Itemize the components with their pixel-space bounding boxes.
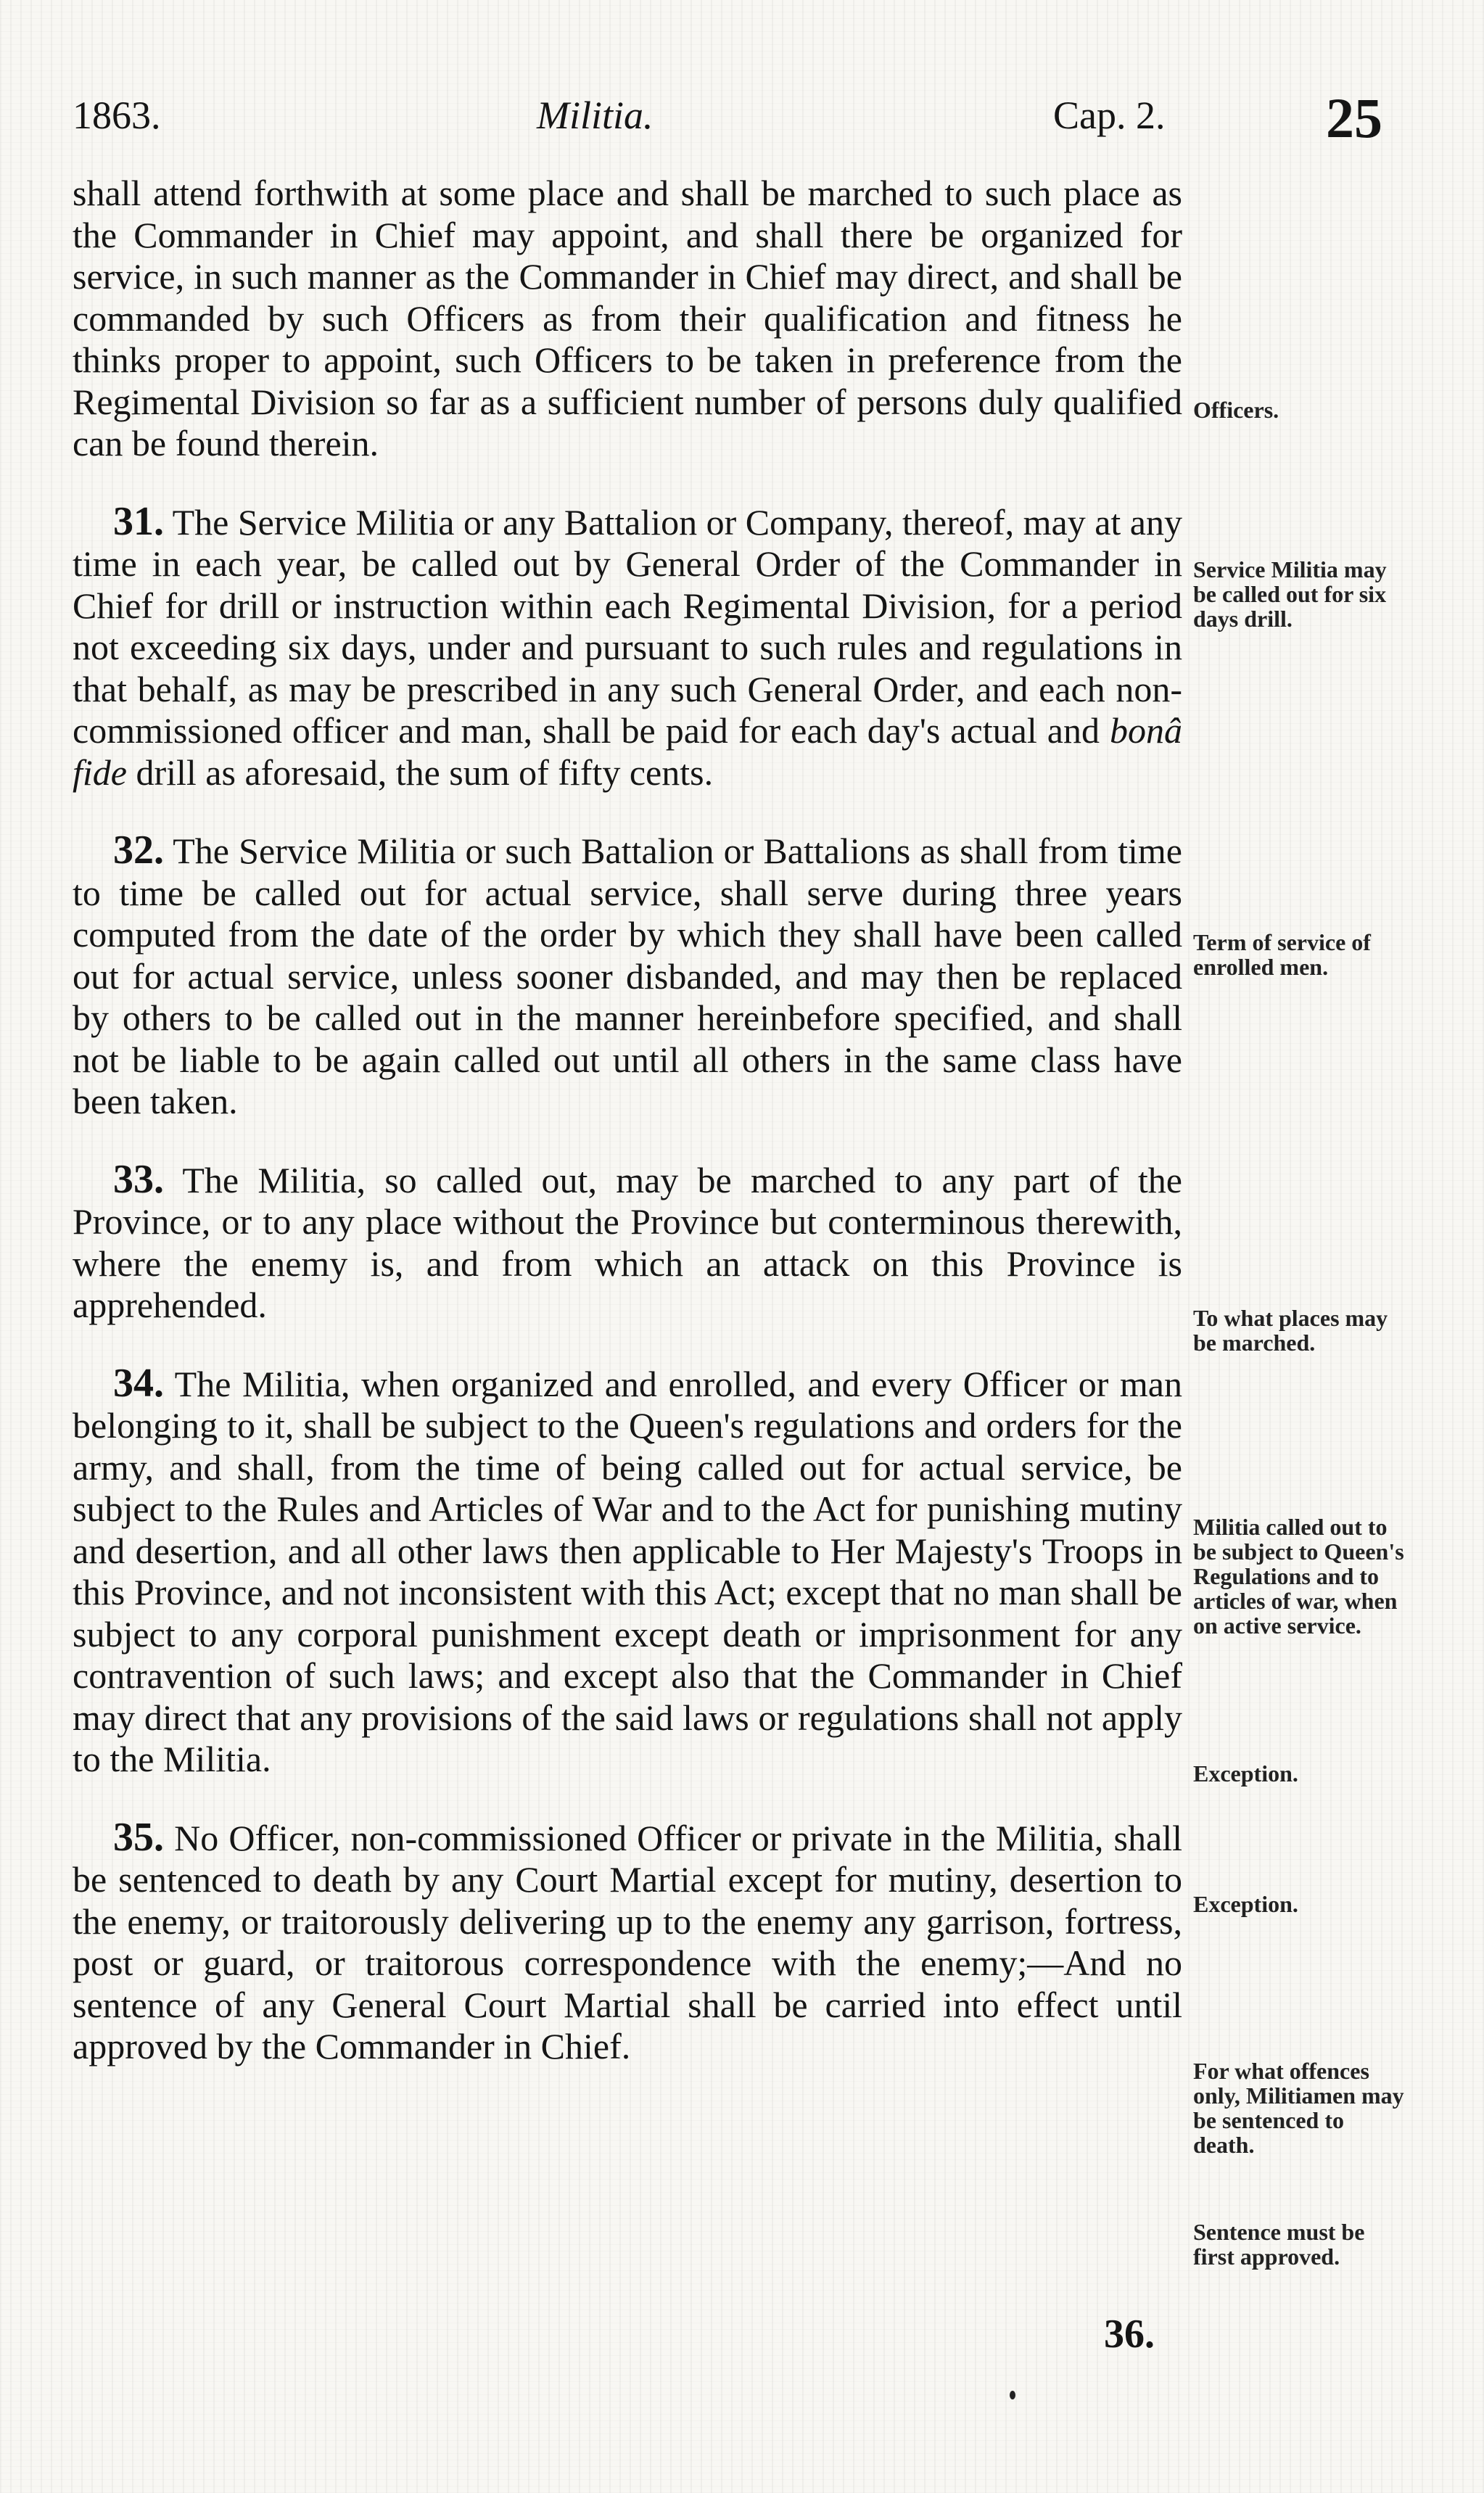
paragraph-text: shall attend forthwith at some place and shall be marched to such place as the Commander in Chief may appoint, and shall there be organized for service, in such manner as the Commander in Chief may direct, and shall be commanded by such Officers as from their qualification and fitness he thinks proper to appoint, such Officers to be taken in preference from the Regimental Division so far as a sufficient number of persons duly qualified can be found therein. <box>73 173 1182 463</box>
margin-note-approval: Sentence must be first approved. <box>1193 2219 1365 2270</box>
header-title: Militia. <box>537 94 654 137</box>
section-number: 35. <box>113 1814 164 1860</box>
italic-phrase: bonâ fide <box>73 710 1182 793</box>
catchword: 36. <box>1104 2312 1155 2357</box>
margin-note-marched: To what places may be marched. <box>1193 1305 1388 1356</box>
margin-note-articles-of-war: Militia called out to be subject to Queen's Regulations and to articles of war, when on active service. <box>1193 1514 1404 1639</box>
header-year: 1863. <box>73 94 161 137</box>
running-header <box>73 86 1407 151</box>
margin-note-exception-2: Exception. <box>1193 1891 1298 1917</box>
section-32 <box>73 830 1182 1123</box>
statute-text <box>73 173 1182 2068</box>
margin-note-exception: Exception. <box>1193 1760 1298 1787</box>
margin-note-term: Term of service of enrolled men. <box>1193 929 1371 980</box>
section-35 <box>73 1814 1182 2068</box>
margin-note-officers: Officers. <box>1193 397 1279 423</box>
section-number: 33. <box>113 1156 164 1202</box>
page-number: 25 <box>1326 86 1382 149</box>
section-number: 34. <box>113 1360 164 1406</box>
paragraph-text: drill as aforesaid, the sum of fifty cents. <box>126 751 714 793</box>
margin-note-death-sentence: For what offences only, Militiamen may be sentenced to death. <box>1193 2058 1404 2158</box>
header-chapter: Cap. 2. <box>1053 94 1166 137</box>
paragraph-text: The Militia, when organized and enrolled, and every Officer or man belonging to it, shall be subject to the Queen's regulations and orders for the army, and shall, from the time of being called out for actual service, be subject to the Rules and Articles of War and to the Act for punishing mutiny and desertion, and all other laws then applicable to Her Majesty's Troops in this Province, and not inconsistent with this Act; except that no man shall be subject to any corporal punishment except death or imprisonment for any contravention of such laws; and except also that the Commander in Chief may direct that any provisions of the said laws or regulations shall not apply to the Militia. <box>73 1363 1182 1779</box>
section-33 <box>73 1156 1182 1327</box>
paragraph-text: The Service Militia or any Battalion or Company, thereof, may at any time in each year, be called out by General Order of the Commander in Chief for drill or instruction within each Regimental Division, for a period not exceeding six days, under and pursuant to such rules and regulations in that behalf, as may be prescribed in any such General Order, and each non-commissioned officer and man, shall be paid for each day's actual and <box>73 501 1182 751</box>
ink-speck <box>1010 2391 1015 2399</box>
paragraph-text: The Service Militia or such Battalion or Battalions as shall from time to time be called out for actual service, shall serve during three years computed from the date of the order by which they shall have been called out for actual service, unless sooner disbanded, and may then be replaced by others to be called out in the manner hereinbefore specified, and shall not be liable to be again called out until all others in the same class have been taken. <box>73 831 1182 1121</box>
margin-note-drill: Service Militia may be called out for six days drill. <box>1193 556 1387 632</box>
paragraph-text: No Officer, non-commissioned Officer or private in the Militia, shall be sentenced to death by any Court Martial except for mutiny, desertion to the enemy, or traitorously delivering up to the enemy any garrison, fortress, post or guard, or traitorous correspondence with the enemy;—And no sentence of any General Court Martial shall be carried into effect until approved by the Commander in Chief. <box>73 1817 1182 2066</box>
section-31 <box>73 498 1182 794</box>
paragraph-continuation <box>73 173 1182 465</box>
section-number: 32. <box>113 828 164 873</box>
section-34 <box>73 1360 1182 1781</box>
paragraph-text: The Militia, so called out, may be marched to any part of the Province, or to any place without the Province but conterminous therewith, where the enemy is, and from which an attack on this Province is apprehended. <box>73 1159 1182 1325</box>
section-number: 31. <box>113 498 164 544</box>
